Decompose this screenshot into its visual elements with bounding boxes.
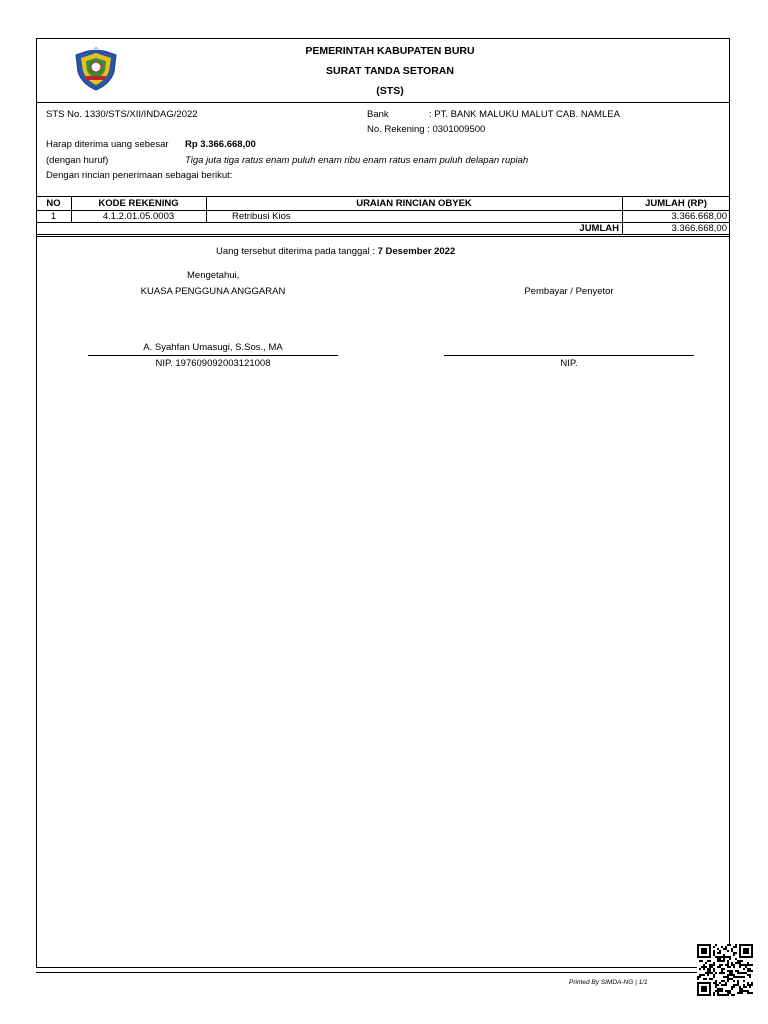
- col-header-jumlah: JUMLAH (RP): [645, 198, 707, 209]
- received-date: 7 Desember 2022: [377, 246, 456, 257]
- sign-left-nip: NIP. 197609092003121008: [155, 358, 271, 369]
- detail-intro: Dengan rincian penerimaan sebagai berikut:: [46, 170, 233, 181]
- bank-value: : PT. BANK MALUKU MALUT CAB. NAMLEA: [429, 109, 620, 120]
- table-cell-kode: 4.1.2.01.05.0003: [102, 211, 175, 222]
- sign-left-line: [88, 355, 338, 356]
- table-top-border: [36, 196, 730, 197]
- header-line-3: (STS): [376, 85, 404, 97]
- table-cell-jumlah: 3.366.668,00: [671, 211, 727, 222]
- received-prefix: Uang tersebut diterima pada tanggal :: [216, 246, 375, 257]
- sign-right-nip: NIP.: [560, 358, 578, 369]
- sign-left-name: A. Syahfan Umasugi, S.Sos., MA: [143, 342, 283, 353]
- qr-code-icon: [697, 944, 753, 996]
- table-double-border: [36, 236, 730, 237]
- kabupaten-buru-emblem-icon: [72, 46, 120, 92]
- sign-left-title-2: KUASA PENGGUNA ANGGARAN: [140, 286, 286, 297]
- table-cell-uraian: Retribusi Kios: [232, 211, 291, 222]
- col-header-no: NO: [46, 198, 61, 209]
- total-label: JUMLAH: [579, 223, 619, 234]
- sts-number: STS No. 1330/STS/XII/INDAG/2022: [46, 109, 198, 120]
- sign-right-line: [444, 355, 694, 356]
- bank-label: Bank: [367, 109, 389, 120]
- header-line-1: PEMERINTAH KABUPATEN BURU: [305, 45, 475, 57]
- table-cell-no: 1: [50, 211, 57, 222]
- received-statement: [216, 246, 455, 257]
- header-divider: [36, 102, 730, 103]
- col-header-uraian: URAIAN RINCIAN OBYEK: [356, 198, 472, 209]
- table-bottom-border: [36, 234, 730, 235]
- total-value: 3.366.668,00: [671, 223, 727, 234]
- words-label: (dengan huruf): [46, 155, 109, 166]
- col-header-kode: KODE REKENING: [98, 198, 179, 209]
- footer-line: [36, 972, 730, 973]
- sign-right-title: Pembayar / Penyetor: [524, 286, 614, 297]
- amount-value: Rp 3.366.668,00: [185, 139, 256, 150]
- rekening-number: No. Rekening : 0301009500: [367, 124, 486, 135]
- amount-label: Harap diterima uang sebesar: [46, 139, 169, 150]
- words-value: Tiga juta tiga ratus enam puluh enam ribu enam ratus enam puluh delapan rupiah: [185, 155, 529, 166]
- header-line-2: SURAT TANDA SETORAN: [326, 65, 454, 77]
- sign-left-title-1: Mengetahui,: [187, 270, 240, 281]
- printed-by: Printed By SIMDA-NG | 1/1: [569, 979, 648, 986]
